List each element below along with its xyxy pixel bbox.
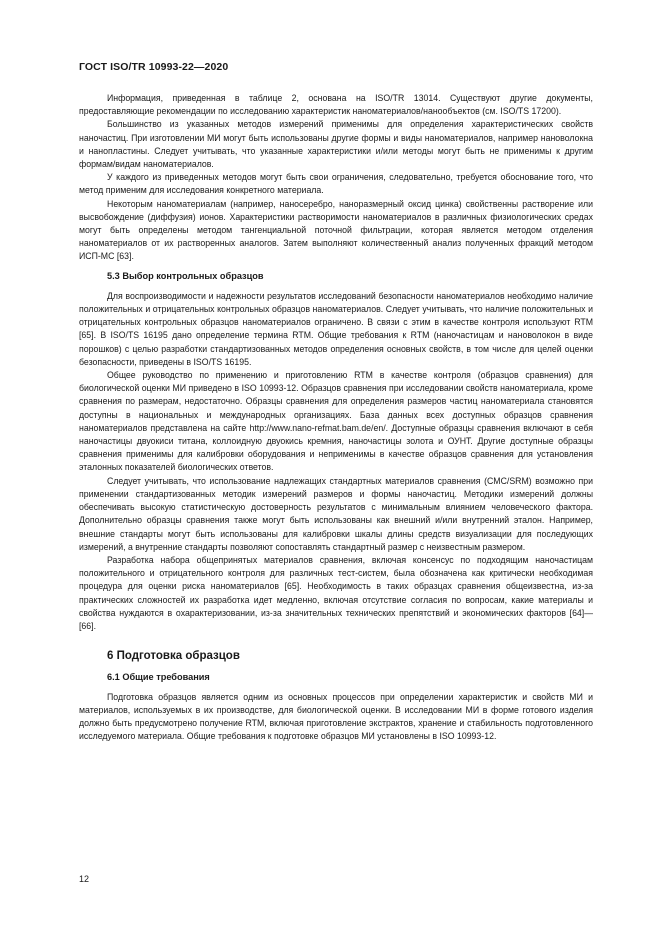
- paragraph-rtm-guidance: Общее руководство по применению и приготовлению RTM в качестве контроля (образцов сравнения) для биологической оценки МИ приведено в ISO 10993-12. Образцов сравнения при исследовании свойств наноматериала, кроме сравнения по размерам, недостаточно. Образцы сравнения для определения размеров частиц наноматериала становятся доступны в национальных и международных организациях. База данных всех доступных образцов сравнения наноматериалов представлена на сайте http://www.nano-refmat.bam.de/en/. Доступные образцы сравнения включают в себя наночастицы двуокиси титана, коллоидную двуокись кремния, наночастицы золота и ОУНТ. Другие доступные образцы сравнения применимы для калибровки оборудования и неприменимы в качестве образцов сравнения для установления эталонных показателей биологических ответов.: [79, 370, 593, 473]
- paragraph-control-samples: Для воспроизводимости и надежности результатов исследований безопасности наноматериалов необходимо наличие положительных и отрицательных контрольных образцов наноматериалов. Следует учитывать, что наличие положительных и отрицательных контрольных образцов наноматериалов ограничено. В связи с этим в качестве контроля используют RTM [65]. В ISO/TS 16195 дано определение термина RTM. Общие требования к RTM (наночастицам и нановолокон в виде порошков) с целью разработки стандартизованных методов определения основных свойств, в том числе для целей оценки безопасности, приведены в ISO/TS 16195.: [79, 290, 593, 367]
- section-6-heading: 6 Подготовка образцов: [107, 650, 240, 663]
- paragraph-measurement-methods: Большинство из указанных методов измерений применимы для определения характеристических свойств наночастиц. При изготовлении МИ могут быть использованы другие формы и виды наноматериалов, например нановолокна и нанопластины. Следует учитывать, что указанные характеристики и/или методы могут быть не применимы к другим формам/видам наноматериалов.: [79, 119, 593, 170]
- document-body: [79, 92, 593, 743]
- section-6-1-heading: 6.1 Общие требования: [107, 672, 210, 683]
- paragraph-cmc-srm: Следует учитывать, что использование надлежащих стандартных материалов сравнения (CMC/SRM) возможно при применении стандартизованных методик измерений размеров и формы наночастиц. Методики измерений должны обеспечивать высокую статистическую достоверность результатов с минимальным влиянием человеческого фактора. Дополнительно образцы сравнения также могут быть использованы как внешний и/или внутренний эталон. Например, внешние стандарты могут быть использованы для калибровки шкалы длины средств визуализации для последующих измерений, а внутренние стандарты позволяют сопоставлять стандартный размер с неизвестным размером.: [79, 475, 593, 552]
- page-number: 12: [79, 874, 90, 884]
- paragraph-info-table2: Информация, приведенная в таблице 2, основана на ISO/TR 13014. Существуют другие документы, предоставляющие рекомендации по исследованию характеристик наноматериалов/нанообъектов (см. ISO/TS 17200).: [79, 93, 593, 117]
- paragraph-method-limitations: У каждого из приведенных методов могут быть свои ограничения, следовательно, требуется обоснование того, что метод применим для исследования конкретного материала.: [79, 172, 593, 196]
- paragraph-sample-preparation: Подготовка образцов является одним из основных процессов при определении характеристик и свойств МИ и материалов, используемых в их производстве, для биологической оценки. В исследовании МИ в форме готового изделия должно быть предусмотрено получение RTM, включая приготовление экстрактов, хранение и стабильность подготовленного исследуемого материала. Общие требования к подготовке образцов МИ установлены в ISO 10993-12.: [79, 691, 593, 742]
- paragraph-reference-materials: Разработка набора общепринятых материалов сравнения, включая консенсус по подходящим наночастицам положительного и отрицательного контроля для различных тест-систем, была обозначена как критически необходимая процедура для оценки риска наноматериалов [65]. Необходимость в таких образцах сравнения общеизвестна, из-за практических сложностей их разработка идет медленно, включая отсутствие согласия по вопросам, какие материалы и свойства нуждаются в охарактеризовании, из-за значительных технических препятствий и экономических факторов [64]—[66].: [79, 554, 593, 631]
- document-header: ГОСТ ISO/TR 10993-22—2020: [79, 61, 229, 73]
- section-5-3-heading: 5.3 Выбор контрольных образцов: [107, 270, 264, 281]
- document-page: [79, 0, 593, 935]
- paragraph-dissolution: Некоторым наноматериалам (например, наносеребро, наноразмерный оксид цинка) свойственны растворение или высвобождение (диффузия) ионов. Характеристики растворимости наноматериалов в различных физиологических средах могут быть определены методом тангенциальной поточной фильтрации, которая является методом отделения наноматериалов от их растворенных аналогов. Затем выполняют количественный анализ полученных фракций методом ИСП-МС [63].: [79, 198, 593, 262]
